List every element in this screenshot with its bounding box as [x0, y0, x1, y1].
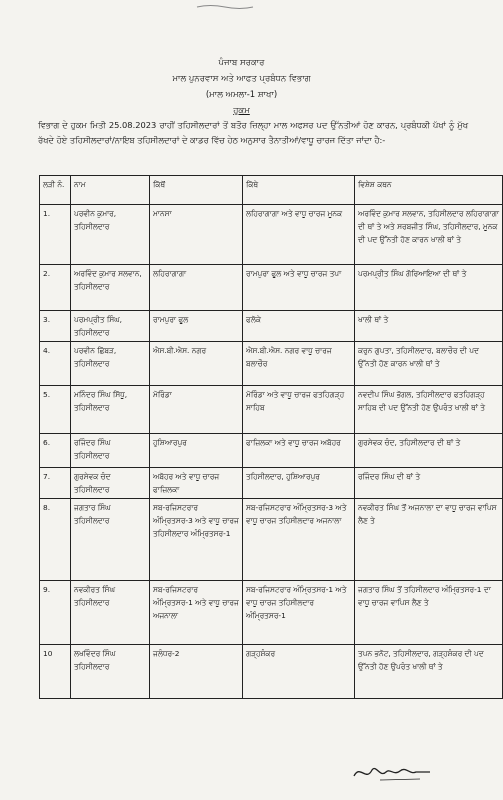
cell-remarks: ਕਰੁਨ ਗੁਪਤਾ, ਤਹਿਸੀਲਦਾਰ, ਬਲਾਚੌਰ ਦੀ ਪਦ ਉੱਨਤੀ ਹੋਣ ਕਾਰਨ ਖਾਲੀ ਥਾਂ ਤੇ: [355, 342, 503, 386]
table-row: [40, 499, 503, 581]
table-header-row: [40, 176, 503, 205]
cell-to: ਐਸ.ਬੀ.ਐਸ. ਨਗਰ ਵਾਧੂ ਚਾਰਜ ਬਲਾਚੌਰ: [243, 342, 355, 386]
table-row: [40, 645, 503, 699]
cell-to: ਗੜ੍ਹਸ਼ੰਕਰ: [243, 645, 355, 699]
cell-name: ਪਰਵੀਨ ਕੁਮਾਰ, ਤਹਿਸੀਲਦਾਰ: [71, 205, 150, 265]
cell-from: ਹੁਸ਼ਿਆਰਪੁਰ: [150, 434, 243, 468]
cell-name: ਨਵਕੀਰਤ ਸਿੰਘ ਤਹਿਸੀਲਦਾਰ: [71, 581, 150, 645]
cell-from: ਐਸ.ਬੀ.ਐਸ. ਨਗਰ: [150, 342, 243, 386]
cell-name: ਰਜਿੰਦਰ ਸਿੰਘ ਤਹਿਸੀਲਦਾਰ: [71, 434, 150, 468]
govt-name: ਪੰਜਾਬ ਸਰਕਾਰ: [218, 58, 265, 68]
cell-serial: 3.: [40, 311, 71, 342]
cell-from: ਮੋਰਿੰਡਾ: [150, 386, 243, 434]
table-row: [40, 581, 503, 645]
cell-to: ਫਲੋਕੇ: [243, 311, 355, 342]
scan-mark: [195, 4, 255, 10]
cell-from: ਅਬੋਹਰ ਅਤੇ ਵਾਧੂ ਚਾਰਜ ਫਾਜ਼ਿਲਕਾ: [150, 468, 243, 499]
col-serial: ਲੜੀ ਨੰ.: [40, 176, 71, 205]
cell-to: ਤਹਿਸੀਲਦਾਰ, ਹੁਸ਼ਿਆਰਪੁਰ: [243, 468, 355, 499]
cell-to: ਮੋਰਿੰਡਾ ਅਤੇ ਵਾਧੂ ਚਾਰਜ ਫਤਹਿਗੜ੍ਹ ਸਾਹਿਬ: [243, 386, 355, 434]
table-row: [40, 342, 503, 386]
cell-from: ਰਾਮਪੁਰਾ ਫੂਲ: [150, 311, 243, 342]
branch-name: (ਮਾਲ ਅਮਲਾ-1 ਸ਼ਾਖਾ): [205, 90, 278, 100]
cell-name: ਜਗਤਾਰ ਸਿੰਘ ਤਹਿਸੀਲਦਾਰ: [71, 499, 150, 581]
col-name: ਨਾਮ: [71, 176, 150, 205]
order-title: ਹੁਕਮ: [233, 106, 250, 116]
cell-remarks: ਖਾਲੀ ਥਾਂ ਤੇ: [355, 311, 503, 342]
table-row: [40, 434, 503, 468]
cell-remarks: ਰਜਿੰਦਰ ਸਿੰਘ ਦੀ ਥਾਂ ਤੇ: [355, 468, 503, 499]
cell-serial: 10: [40, 645, 71, 699]
table-row: [40, 265, 503, 311]
cell-remarks: ਗੁਰਸੇਵਕ ਚੰਦ, ਤਹਿਸੀਲਦਾਰ ਦੀ ਥਾਂ ਤੇ: [355, 434, 503, 468]
postings-table: [39, 175, 503, 699]
signature: [350, 760, 440, 786]
cell-serial: 4.: [40, 342, 71, 386]
table-row: [40, 205, 503, 265]
department-name: ਮਾਲ ਪੁਨਰਵਾਸ ਅਤੇ ਆਫਤ ਪ੍ਰਬੰਧਨ ਵਿਭਾਗ: [172, 74, 311, 84]
cell-from: ਜਲੰਧਰ-2: [150, 645, 243, 699]
cell-to: ਸਬ-ਰਜਿਸਟਰਾਰ ਅੰਮ੍ਰਿਤਸਰ-3 ਅਤੇ ਵਾਧੂ ਚਾਰਜ ਤਹਿਸੀਲਦਾਰ ਅਜਨਾਲਾ: [243, 499, 355, 581]
table-row: [40, 311, 503, 342]
cell-remarks: ਅਰਵਿੰਦ ਕੁਮਾਰ ਸਲਵਾਨ, ਤਹਿਸੀਲਦਾਰ ਲਹਿਰਾਗਾਗਾ ਦੀ ਥਾਂ ਤੇ ਅਤੇ ਸਰਬਜੀਤ ਸਿੰਘ, ਤਹਿਸੀਲਦਾਰ, ਮੂਨਕ ਦੀ ਪਦ ਉੱਨਤੀ ਹੋਣ ਕਾਰਨ ਖਾਲੀ ਥਾਂ ਤੇ: [355, 205, 503, 265]
table-row: [40, 386, 503, 434]
cell-name: ਪਰਵੀਨ ਛਿੱਬੜ, ਤਹਿਸੀਲਦਾਰ: [71, 342, 150, 386]
cell-to: ਸਬ-ਰਜਿਸਟਰਾਰ ਅੰਮ੍ਰਿਤਸਰ-1 ਅਤੇ ਵਾਧੂ ਚਾਰਜ ਤਹਿਸੀਲਦਾਰ ਅੰਮ੍ਰਿਤਸਰ-1: [243, 581, 355, 645]
cell-serial: 9.: [40, 581, 71, 645]
cell-remarks: ਜਗਤਾਰ ਸਿੰਘ ਤੋਂ ਤਹਿਸੀਲਦਾਰ ਅੰਮ੍ਰਿਤਸਰ-1 ਦਾ ਵਾਧੂ ਚਾਰਜ ਵਾਪਿਸ ਲੈਣ ਤੇ: [355, 581, 503, 645]
cell-serial: 1.: [40, 205, 71, 265]
cell-from: ਲਹਿਰਾਗਾਗਾ: [150, 265, 243, 311]
cell-remarks: ਪਰਮਪ੍ਰੀਤ ਸਿੰਘ ਗੋਰਿਆਇਆ ਦੀ ਥਾਂ ਤੇ: [355, 265, 503, 311]
cell-serial: 6.: [40, 434, 71, 468]
cell-remarks: ਤਪਨ ਭਨੋਟ, ਤਹਿਸੀਲਦਾਰ, ਗੜ੍ਹਸ਼ੰਕਰ ਦੀ ਪਦ ਉੱਨਤੀ ਹੋਣ ਉਪਰੰਤ ਖਾਲੀ ਥਾਂ ਤੇ: [355, 645, 503, 699]
col-to: ਕਿੱਥੇ: [243, 176, 355, 205]
col-remarks: ਵਿਸ਼ੇਸ਼ ਕਥਨ: [355, 176, 503, 205]
col-from: ਕਿੱਥੋਂ: [150, 176, 243, 205]
cell-serial: 2.: [40, 265, 71, 311]
cell-remarks: ਨਵਕੀਰਤ ਸਿੰਘ ਤੋਂ ਅਜਨਾਲਾ ਦਾ ਵਾਧੂ ਚਾਰਜ ਵਾਪਿਸ ਲੈਣ ਤੇ: [355, 499, 503, 581]
table-row: [40, 468, 503, 499]
cell-from: ਸਬ-ਰਜਿਸਟਰਾਰ ਅੰਮ੍ਰਿਤਸਰ-3 ਅਤੇ ਵਾਧੂ ਚਾਰਜ ਤਹਿਸੀਲਦਾਰ ਅੰਮ੍ਰਿਤਸਰ-1: [150, 499, 243, 581]
cell-to: ਫਾਜ਼ਿਲਕਾ ਅਤੇ ਵਾਧੂ ਚਾਰਜ ਅਬੋਹਰ: [243, 434, 355, 468]
cell-to: ਲਹਿਰਾਗਾਗਾ ਅਤੇ ਵਾਧੂ ਚਾਰਜ ਮੂਨਕ: [243, 205, 355, 265]
cell-to: ਰਾਮਪੁਰਾ ਫੂਲ ਅਤੇ ਵਾਧੂ ਚਾਰਜ ਤਪਾ: [243, 265, 355, 311]
cell-from: ਮਾਨਸਾ: [150, 205, 243, 265]
cell-serial: 7.: [40, 468, 71, 499]
cell-remarks: ਨਵਦੀਪ ਸਿੰਘ ਭੋਗਲ, ਤਹਿਸੀਲਦਾਰ ਫਤਹਿਗੜ੍ਹ ਸਾਹਿਬ ਦੀ ਪਦ ਉੱਨਤੀ ਹੋਣ ਉਪਰੰਤ ਖਾਲੀ ਥਾਂ ਤੇ: [355, 386, 503, 434]
cell-name: ਮਨਿੰਦਰ ਸਿੰਘ ਸਿੱਧੂ, ਤਹਿਸੀਲਦਾਰ: [71, 386, 150, 434]
cell-serial: 8.: [40, 499, 71, 581]
cell-from: ਸਬ-ਰਜਿਸਟਰਾਰ ਅੰਮ੍ਰਿਤਸਰ-1 ਅਤੇ ਵਾਧੂ ਚਾਰਜ ਅਜਨਾਲਾ: [150, 581, 243, 645]
cell-serial: 5.: [40, 386, 71, 434]
cell-name: ਪਰਮਪ੍ਰੀਤ ਸਿੰਘ, ਤਹਿਸੀਲਦਾਰ: [71, 311, 150, 342]
cell-name: ਲਖਵਿੰਦਰ ਸਿੰਘ ਤਹਿਸੀਲਦਾਰ: [71, 645, 150, 699]
cell-name: ਅਰਵਿੰਦ ਕੁਮਾਰ ਸਲਵਾਨ, ਤਹਿਸੀਲਦਾਰ: [71, 265, 150, 311]
cell-name: ਗੁਰਸੇਵਕ ਚੰਦ ਤਹਿਸੀਲਦਾਰ: [71, 468, 150, 499]
order-body: ਵਿਭਾਗ ਦੇ ਹੁਕਮ ਮਿਤੀ 25.08.2023 ਰਾਹੀਂ ਤਹਿਸੀਲਦਾਰਾਂ ਤੋਂ ਬਤੌਰ ਜ਼ਿਲ੍ਹਾ ਮਾਲ ਅਫਸਰ ਪਦ ਉੱਨਤੀਆਂ ਹੋਣ ਕਾਰਨ, ਪ੍ਰਬੰਧਕੀ ਪੱਖਾਂ ਨੂੰ ਮੁੱਖ ਰੱਖਦੇ ਹੋਏ ਤਹਿਸੀਲਦਾਰਾਂ/ਨਾਇਬ ਤਹਿਸੀਲਦਾਰਾਂ ਦੇ ਕਾਡਰ ਵਿੱਚ ਹੇਠ ਅਨੁਸਾਰ ਤੈਨਾਤੀਆਂ/ਵਾਧੂ ਚਾਰਜ ਦਿੱਤਾ ਜਾਂਦਾ ਹੈ:-: [38, 120, 468, 145]
